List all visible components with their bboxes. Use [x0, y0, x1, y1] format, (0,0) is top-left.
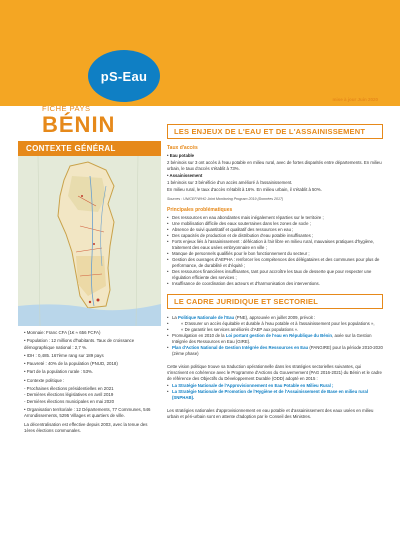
- context-title: CONTEXTE GÉNÉRAL: [18, 141, 161, 156]
- fact-elections-municipal: - Dernières élections municipales en mai 2020: [24, 398, 115, 404]
- list-item: • Des capacités de production et de distribution d'eau potable insuffisantes ;: [167, 233, 383, 239]
- list-item: • Des ressources en eau abondantes mais inégalement réparties sur le territoire ;: [167, 215, 383, 221]
- section-title-enjeux: LES ENJEUX DE L'EAU ET DE L'ASSAINISSEMENT: [167, 124, 383, 139]
- list-item: [167, 389, 383, 401]
- fiche-pays-label: FICHE PAYS: [42, 104, 91, 113]
- closing-paragraph: Les stratégies nationales d'approvisionnement en eau potable et d'assainissement des eaux usées en milieu urbain et péri-urbain sont en attente d'adoption par le Conseil des Ministres.: [167, 408, 374, 419]
- document-date: mise à jour Juin 2020: [332, 97, 378, 102]
- subheading-problematiques: Principales problématiques: [167, 207, 233, 213]
- assainissement-heading: • Assainissement: [167, 173, 203, 178]
- list-item: • Plan d'Action National de Gestion Intégrée des Ressources en Eau (PANGIRE) pour la période 2010-2020 (2ème phase): [167, 345, 383, 357]
- list-item: • Insuffisance de coordination des acteurs et d'harmonisation des interventions.: [167, 281, 383, 287]
- fact-poverty: • Pauvreté : 40% de la population (PNUD, 2018): [24, 361, 118, 367]
- list-item: • Absence de suivi quantitatif et qualitatif des ressources en eau ;: [167, 227, 383, 233]
- list-item: • Gestion des ouvrages d'AEPHA : renforcer les compétences des délégataires et des communes pour plus de performance, de durabilité et d'équité ;: [167, 257, 383, 269]
- map-graphic: [18, 156, 161, 326]
- link-loi-gestion-eau[interactable]: Loi portant gestion de l'eau en République du Bénin: [225, 333, 333, 338]
- fact-elections-presidential: - Prochaines élections présidentielles en 2021: [24, 386, 114, 392]
- list-item: • Promulgation en 2010 de la Loi portant gestion de l'eau en République du Bénin, axée sur la Gestion Intégrée des Ressources en Eau (GIRE).: [167, 333, 383, 345]
- fact-political-context: • Contexte politique :: [24, 377, 65, 383]
- section-title-cadre: LE CADRE JURIDIQUE ET SECTORIEL: [167, 294, 383, 309]
- right-column: [167, 124, 383, 421]
- list-item: • Des ressources financières insuffisantes, tant pour accroître les taux de desserte que pour respecter une régulation efficiente des services ;: [167, 269, 383, 281]
- fact-population: • Population : 12 millions d'habitants. Taux de croissance démographique national : 2,7 %.: [24, 338, 135, 350]
- eau-text: 2 béninois sur 3 ont accès à l'eau potable en milieu rural, avec de fortes disparités entre départements. En milieu urbain, le taux d'accès s'établit à 73%.: [167, 160, 382, 171]
- strategy-paragraph: Cette vision politique trouve sa traduction opérationnelle dans les stratégies sectorielles suivantes, qui s'inscrivent en cohérence avec le Programme d'Actions du Gouvernement (PAG 2016-2021) du Bénin et le cadre de référence des Objectifs du Développement Durable (ODD) adopté en 2015 :: [167, 364, 382, 381]
- list-item: • « De garantir les services améliorés d'AEP aux populations ».: [167, 327, 383, 333]
- fact-decentralization: La décentralisation est effective depuis 2003, avec la tenue des 1ères élections communales.: [24, 421, 148, 433]
- country-title: BÉNIN: [42, 112, 116, 137]
- assainissement-text-2: En milieu rural, le taux d'accès s'établit à 16%. En milieu urbain, il s'établit à 50%.: [167, 187, 322, 192]
- strategies-list: [167, 383, 383, 401]
- link-strategy-hygiene[interactable]: La Stratégie Nationale de Promotion de l'Hygiène et de l'Assainissement de Base en milieu rural (SNPHAB).: [172, 389, 368, 400]
- list-item: • « D'assurer un accès équitable et durable à l'eau potable et à l'assainissement pour les populations »,: [167, 321, 383, 327]
- facts-panel: [18, 326, 161, 440]
- problems-list: [167, 215, 383, 287]
- fact-elections-legislative: - Dernières élections législatives en avril 2019: [24, 392, 114, 398]
- sources-note: Sources : UNICEF/WHO Joint Monitoring Program 2019 (Données 2017): [167, 197, 284, 201]
- benin-map: [18, 156, 161, 326]
- list-item: • Manque de personnels qualifiés pour le bon fonctionnement du secteur ;: [167, 251, 383, 257]
- subheading-taux: Taux d'accès: [167, 145, 198, 151]
- list-item: • Une mobilisation difficile des eaux souterraines dans les zones de socle ;: [167, 221, 383, 227]
- fact-idh: • IDH : 0,485. 167ème rang sur 189 pays: [24, 352, 104, 358]
- eau-heading: • Eau potable: [167, 153, 195, 158]
- link-strategy-eau[interactable]: La Stratégie Nationale de l'Approvisionnement en Eau Potable en Milieu Rural ;: [172, 383, 334, 388]
- legal-list: [167, 315, 383, 357]
- link-pangire[interactable]: Plan d'Action National de Gestion Intégrée des Ressources en Eau: [172, 345, 309, 350]
- fact-rural-share: • Part de la population rurale : 53%.: [24, 369, 94, 375]
- header-band: [0, 0, 400, 106]
- list-item: • La Politique Nationale de l'Eau (PNE), approuvée en juillet 2009, prévoit :: [167, 315, 383, 321]
- assainissement-text-1: 1 béninois sur 3 bénéficie d'un accès amélioré à l'assainissement.: [167, 180, 293, 185]
- list-item: • Forts enjeux liés à l'assainissement : défécation à l'air libre en milieu rural, mauvaises pratiques d'hygiène, traitement des eaux usées embryonnaire en ville ;: [167, 239, 383, 251]
- left-column: [18, 104, 161, 440]
- fact-territorial-organization: • Organisation territoriale : 12 Départements, 77 Communes, 546 Arrondissements, 5295 Villages et quartiers de ville.: [24, 406, 151, 419]
- ps-eau-logo[interactable]: [88, 50, 160, 102]
- fact-currency: • Monnaie: Franc CFA (1€ ≈ 656 FCFA): [24, 330, 101, 335]
- logo-text: pS-Eau: [100, 68, 148, 84]
- link-politique-nationale[interactable]: Politique Nationale de l'Eau: [177, 315, 235, 320]
